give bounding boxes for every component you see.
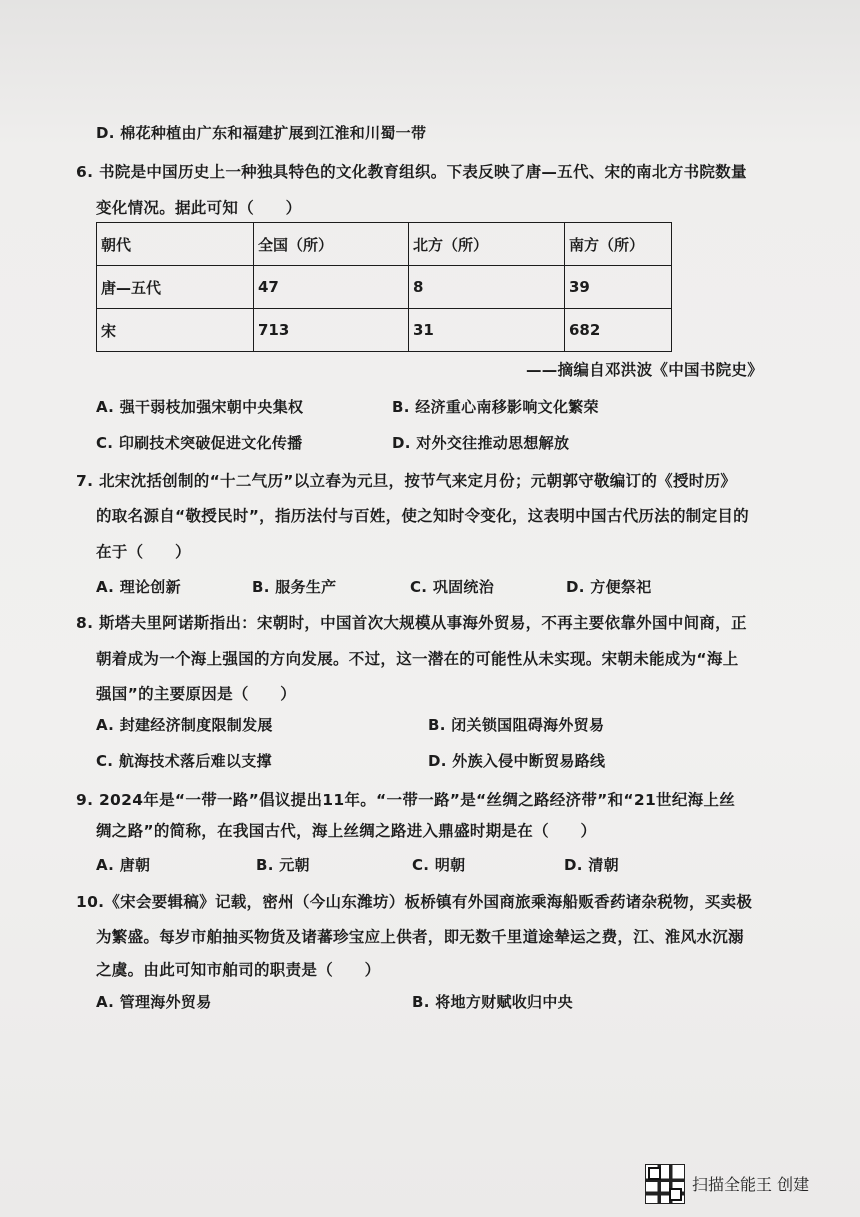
table-header-row [97, 223, 672, 266]
q8-stem-line1: 8. 斯塔夫里阿诺斯指出：宋朝时，中国首次大规模从事海外贸易，不再主要依靠外国中间商，正 [76, 614, 747, 632]
q9-stem-line2: 绸之路”的简称，在我国古代，海上丝绸之路进入鼎盛时期是在（ ） [96, 822, 597, 840]
table-row [97, 266, 672, 309]
q6-option-c: C. 印刷技术突破促进文化传播 [96, 434, 303, 452]
q6-stem-line1: 6. 书院是中国历史上一种独具特色的文化教育组织。下表反映了唐—五代、宋的南北方书院数量 [76, 163, 747, 181]
q10-stem-line2: 为繁盛。每岁市舶抽买物货及诸蕃珍宝应上供者，即无数千里道途辇运之费，江、淮风水沉溺 [96, 928, 744, 946]
table-cell: 唐—五代 [97, 266, 254, 309]
q7-option-b: B. 服务生产 [252, 578, 337, 596]
q9-option-a: A. 唐朝 [96, 856, 151, 874]
table-header-cell: 全国（所） [254, 223, 409, 266]
table-cell: 39 [565, 266, 672, 309]
q9-option-d: D. 清朝 [564, 856, 619, 874]
table-header-cell: 南方（所） [565, 223, 672, 266]
q7-stem-line1: 7. 北宋沈括创制的“十二气历”以立春为元旦，按节气来定月份；元朝郭守敬编订的《授时历》 [76, 472, 737, 490]
q5-option-d: D. 棉花种植由广东和福建扩展到江淮和川蜀一带 [96, 124, 427, 142]
scanner-watermark-label: 扫描全能王 创建 [692, 1175, 810, 1194]
table-header-cell: 北方（所） [409, 223, 565, 266]
q8-option-a: A. 封建经济制度限制发展 [96, 716, 273, 734]
table-cell: 682 [565, 309, 672, 352]
q6-option-d: D. 对外交往推动思想解放 [392, 434, 570, 452]
qr-code-icon [645, 1164, 685, 1204]
table-cell: 47 [254, 266, 409, 309]
q7-option-a: A. 理论创新 [96, 578, 181, 596]
q8-option-b: B. 闭关锁国阻碍海外贸易 [428, 716, 605, 734]
q9-option-b: B. 元朝 [256, 856, 310, 874]
table-cell: 8 [409, 266, 565, 309]
q10-option-a: A. 管理海外贸易 [96, 993, 212, 1011]
q6-source-citation: ——摘编自邓洪波《中国书院史》 [526, 361, 764, 379]
table-row [97, 309, 672, 352]
q9-stem-line1: 9. 2024年是“一带一路”倡议提出11年。“一带一路”是“丝绸之路经济带”和“21世纪海上丝 [76, 791, 736, 809]
q6-stem-line2: 变化情况。据此可知（ ） [96, 199, 302, 217]
academy-count-table [96, 222, 672, 352]
q10-stem-line1: 10.《宋会要辑稿》记载，密州（今山东潍坊）板桥镇有外国商旅乘海船贩香药诸杂税物，买卖极 [76, 893, 753, 911]
table-cell: 31 [409, 309, 565, 352]
q9-option-c: C. 明朝 [412, 856, 466, 874]
q8-stem-line2: 朝着成为一个海上强国的方向发展。不过，这一潜在的可能性从未实现。宋朝未能成为“海上 [96, 650, 739, 668]
q8-stem-line3: 强国”的主要原因是（ ） [96, 685, 297, 703]
q8-option-d: D. 外族入侵中断贸易路线 [428, 752, 606, 770]
q6-option-a: A. 强干弱枝加强宋朝中央集权 [96, 398, 304, 416]
q8-option-c: C. 航海技术落后难以支撑 [96, 752, 272, 770]
q7-option-c: C. 巩固统治 [410, 578, 495, 596]
q7-stem-line3: 在于（ ） [96, 543, 191, 561]
q6-option-b: B. 经济重心南移影响文化繁荣 [392, 398, 599, 416]
table-header-cell: 朝代 [97, 223, 254, 266]
table-cell: 宋 [97, 309, 254, 352]
q10-option-b: B. 将地方财赋收归中央 [412, 993, 573, 1011]
table-cell: 713 [254, 309, 409, 352]
q10-stem-line3: 之虞。由此可知市舶司的职责是（ ） [96, 961, 381, 979]
q7-stem-line2: 的取名源自“敬授民时”，指历法付与百姓，使之知时令变化，这表明中国古代历法的制定目的 [96, 507, 749, 525]
q7-option-d: D. 方便祭祀 [566, 578, 652, 596]
